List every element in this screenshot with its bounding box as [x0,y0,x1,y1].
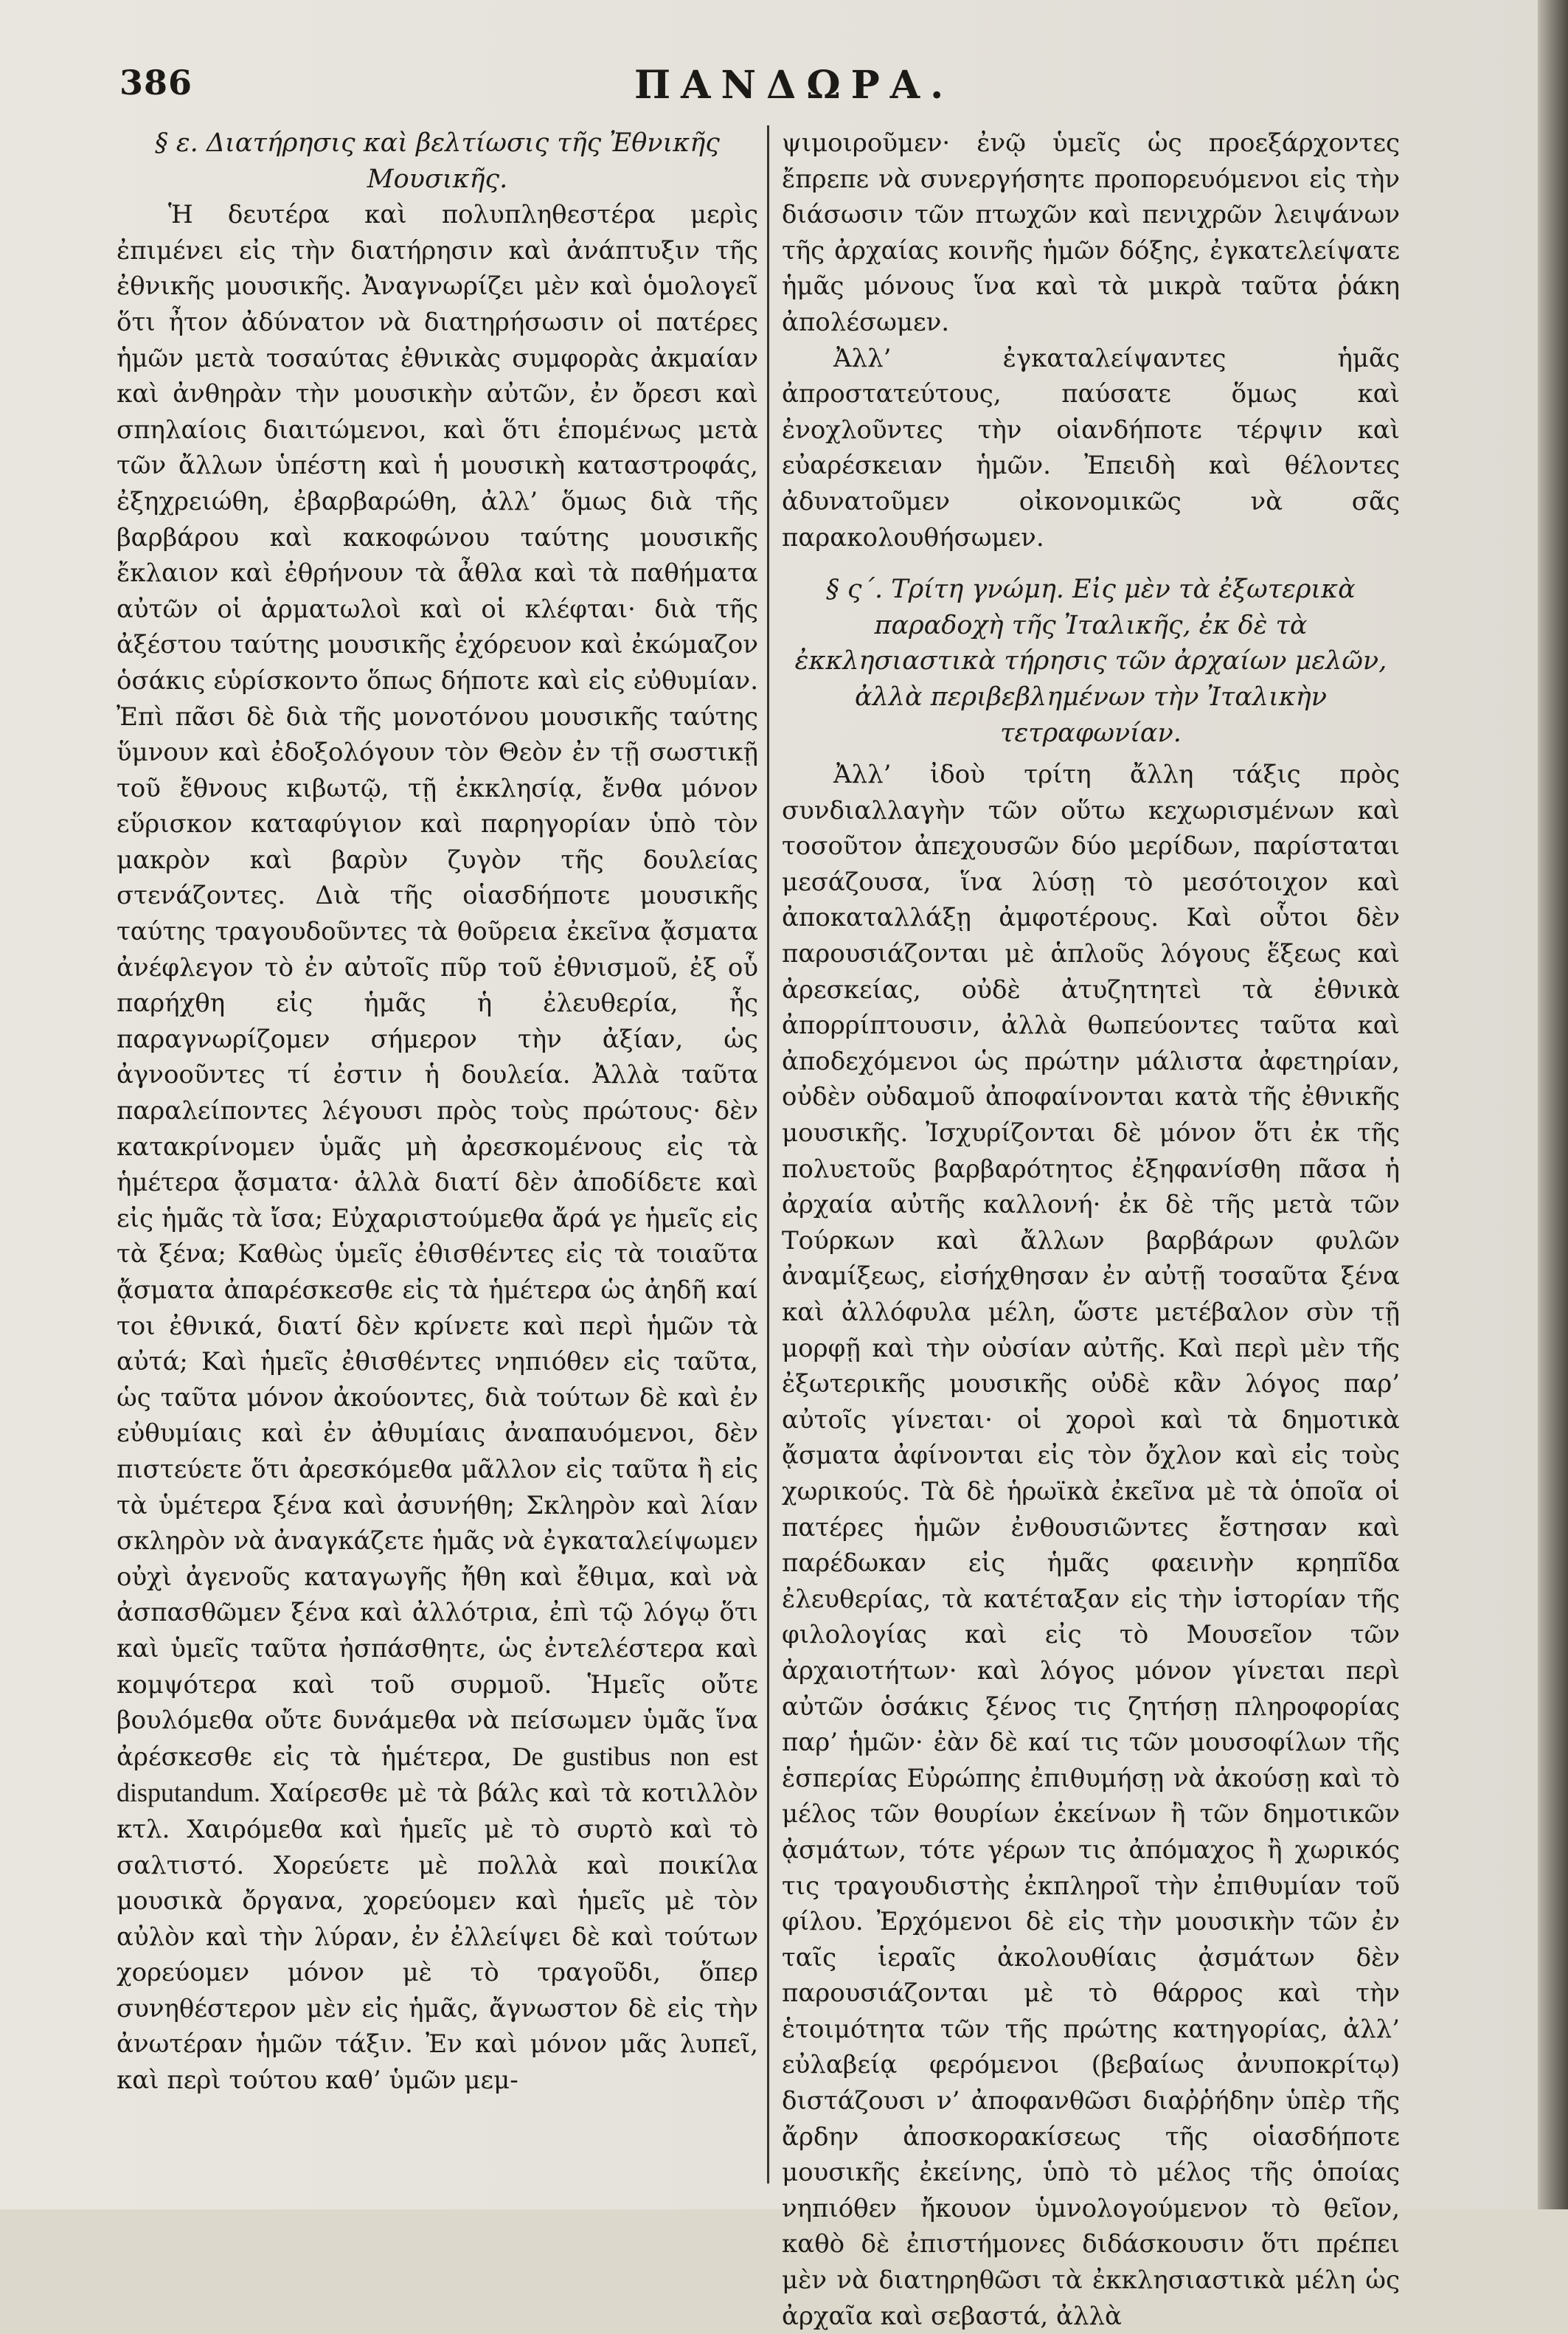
page-edge [1538,0,1568,2209]
paragraph-text-end: Χαίρεσθε μὲ τὰ βάλς καὶ τὰ κοτιλλὸν κτλ. Χαιρόμεθα καὶ ἡμεῖς μὲ τὸ συρτὸ καὶ τὸ σαλτιστό. Χορεύετε μὲ πολλὰ καὶ ποικίλα μουσικὰ ὄργανα, χορεύομεν καὶ ἡμεῖς μὲ τὸν αὐλὸν καὶ τὴν λύραν, ἐν ἐλλείψει δὲ καὶ τούτων χορεύομεν μόνον μὲ τὸ τραγοῦδι, ὅπερ συνηθέστερον μὲν εἰς ἡμᾶς, ἄγνωστον δὲ εἰς τὴν ἀνωτέραν ἡμῶν τάξιν. Ἐν καὶ μόνον μᾶς λυπεῖ, καὶ περὶ τούτου καθ’ ὑμῶν μεμ- [117,1779,759,2096]
body-paragraph: Ἀλλ’ ἐγκαταλείψαντες ἡμᾶς ἀπροστατεύτους, παύσατε ὅμως καὶ ἐνοχλοῦντες τὴν οἱανδήποτε τέρψιν καὶ εὐαρέσκειαν ἡμῶν. Ἐπειδὴ καὶ θέλοντες ἀδυνατοῦμεν οἰκονομικῶς νὰ σᾶς παρακολουθήσωμεν. [782,343,1400,553]
column-divider [767,125,769,2184]
body-paragraph: Ἀλλ’ ἰδοὺ τρίτη ἄλλη τάξις πρὸς συνδιαλλαγὴν τῶν οὕτω κεχωρισμένων καὶ τοσοῦτον ἀπεχουσῶν δύο μερίδων, παρίσταται μεσάζουσα, ἵνα λύσῃ τὸ μεσότοιχον καὶ ἀποκαταλλάξῃ ἀμφοτέρους. Καὶ οὗτοι δὲν παρουσιάζονται μὲ ἁπλοῦς λόγους ἕξεως καὶ ἀρεσκείας, οὐδὲ ἀτυζητητεὶ τὰ ἐθνικὰ ἀπορρίπτουσιν, ἀλλὰ θωπεύοντες ταῦτα καὶ ἀποδεχόμενοι ὡς πρώτην μάλιστα ἀφετηρίαν, οὐδὲν οὐδαμοῦ ἀποφαίνονται κατὰ τῆς ἐθνικῆς μουσικῆς. Ἰσχυρίζονται δὲ μόνον ὅτι ἐκ τῆς πολυετοῦς βαρβαρότητος ἐξηφανίσθη πᾶσα ἡ ἀρχαία αὐτῆς καλλονή· ἐκ δὲ τῆς μετὰ τῶν Τούρκων καὶ ἄλλων βαρβάρων φυλῶν ἀναμίξεως, εἰσήχθησαν ἐν αὐτῇ τοσαῦτα ξένα καὶ ἀλλόφυλα μέλη, ὥστε μετέβαλον σὺν τῇ μορφῇ καὶ τὴν οὐσίαν αὐτῆς. Καὶ περὶ μὲν τῆς ἐξωτερικῆς μουσικῆς οὐδὲ κἂν λόγος παρ’ αὐτοῖς γίνεται· οἱ χοροὶ καὶ τὰ δημοτικὰ ᾄσματα ἀφίνονται εἰς τὸν ὄχλον καὶ εἰς τοὺς χωρικούς. Τὰ δὲ ἡρωϊκὰ ἐκεῖνα μὲ τὰ ὁποῖα οἱ πατέρες ἡμῶν ἐνθουσιῶντες ἔστησαν καὶ παρέδωκαν εἰς ἡμᾶς φαεινὴν κρηπῖδα ἐλευθερίας, τὰ κατέταξαν εἰς τὴν ἱστορίαν τῆς φιλολογίας καὶ εἰς τὸ Μουσεῖον τῶν ἀρχαιοτήτων· καὶ λόγος μόνον γίνεται περὶ αὐτῶν ὁσάκις ξένος τις ζητήσῃ πληροφορίας παρ’ ἡμῶν· ἐὰν δὲ καί τις τῶν μουσοφίλων τῆς ἑσπερίας Εὐρώπης ἐπιθυμήσῃ νὰ ἀκούσῃ καὶ τὸ μέλος τῶν θουρίων ἐκείνων ἢ τῶν δημοτικῶν ᾀσμάτων, τότε γέρων τις ἀπόμαχος ἢ χωρικός τις τραγουδιστὴς ἐκπληροῖ τὴν ἐπιθυμίαν τοῦ φίλου. Ἐρχόμενοι δὲ εἰς τὴν μουσικὴν τῶν ἐν ταῖς ἱεραῖς ἀκολουθίαις ᾀσμάτων δὲν παρουσιάζονται μὲ τὸ θάρρος καὶ τὴν ἑτοιμότητα τῶν τῆς πρώτης κατηγορίας, ἀλλ’ εὐλαβείᾳ φερόμενοι (βεβαίως ἀνυποκρίτῳ) διστάζουσι ν’ ἀποφανθῶσι διαῤῥήδην ὑπὲρ τῆς ἄρδην ἀποσκορακίσεως τῆς οἱασδήποτε μουσικῆς ἐκείνης, ὑπὸ τὸ μέλος τῆς ὁποίας νηπιόθεν ἤκουον ὑμνολογούμενον τὸ θεῖον, καθὸ δὲ ἐπιστήμονες διδάσκουσιν ὅτι πρέπει μὲν νὰ διατηρηθῶσι τὰ ἐκκλησιαστικὰ μέλη ὡς ἀρχαῖα καὶ σεβαστά, ἀλλὰ [782,760,1400,2331]
right-column [782,125,1400,2334]
section-heading-6: § ς΄. Τρίτη γνώμη. Εἰς μὲν τὰ ἐξωτερικὰ παραδοχὴ τῆς Ἰταλικῆς, ἐκ δὲ τὰ ἐκκλησιαστικὰ τήρησις τῶν ἀρχαίων μελῶν, ἀλλὰ περιβεβλημένων τὴν Ἰταλικὴν τετραφωνίαν. [794,575,1387,748]
left-column [117,125,758,2099]
body-paragraph [117,197,758,2098]
paragraph-continuation: ψιμοιροῦμεν· ἐνῷ ὑμεῖς ὡς προεξάρχοντες ἔπρεπε νὰ συνεργήσητε προπορευόμενοι εἰς τὴν διάσωσιν τῶν πτωχῶν καὶ πενιχρῶν λειψάνων τῆς ἀρχαίας κοινῆς ἡμῶν δόξης, ἐγκατελείψατε ἡμᾶς μόνους ἵνα καὶ τὰ μικρὰ ταῦτα ῥάκη ἀπολέσωμεν. [782,128,1400,337]
latin-phrase: De gustibus non est disputandum. [117,1741,758,1808]
page-header [0,63,1538,122]
section-heading-5: § ε. Διατήρησις καὶ βελτίωσις τῆς Ἐθνικῆς Μουσικῆς. [155,128,720,194]
paragraph-text: Ἡ δευτέρα καὶ πολυπληθεστέρα μερὶς ἐπιμένει εἰς τὴν διατήρησιν καὶ ἀνάπτυξιν τῆς ἐθνικῆς μουσικῆς. Ἀναγνωρίζει μὲν καὶ ὁμολογεῖ ὅτι ἦτον ἀδύνατον νὰ διατηρήσωσιν οἱ πατέρες ἡμῶν μετὰ τοσαύτας ἐθνικὰς συμφορὰς ἀκμαίαν καὶ ἀνθηρὰν τὴν μουσικὴν αὐτῶν, ἐν ὄρεσι καὶ σπηλαίοις διαιτώμενοι, καὶ ὅτι ἑπομένως μετὰ τῶν ἄλλων ὑπέστη καὶ ἡ μουσικὴ καταστροφάς, ἐξηχρειώθη, ἐβαρβαρώθη, ἀλλ’ ὅμως διὰ τῆς βαρβάρου καὶ κακοφώνου ταύτης μουσικῆς ἔκλαιον καὶ ἐθρήνουν τὰ ἆθλα καὶ τὰ παθήματα αὐτῶν οἱ ἁρματωλοὶ καὶ οἱ κλέφται· διὰ τῆς ἀξέστου ταύτης μουσικῆς ἐχόρευον καὶ ἐκώμαζον ὁσάκις εὑρίσκοντο ὅπως δήποτε καὶ εἰς εὐθυμίαν. Ἐπὶ πᾶσι δὲ διὰ τῆς μονοτόνου μουσικῆς ταύτης ὕμνουν καὶ ἐδοξολόγουν τὸν Θεὸν ἐν τῇ σωστικῇ τοῦ ἔθνους κιβωτῷ, τῇ ἐκκλησίᾳ, ἔνθα μόνον εὕρισκον καταφύγιον καὶ παρηγορίαν ὑπὸ τὸν μακρὸν καὶ βαρὺν ζυγὸν τῆς δουλείας στενάζοντες. Διὰ τῆς οἱασδήποτε μουσικῆς ταύτης τραγουδοῦντες τὰ θοῦρεια ἐκεῖνα ᾄσματα ἀνέφλεγον τὸ ἐν αὐτοῖς πῦρ τοῦ ἐθνισμοῦ, ἐξ οὗ παρήχθη εἰς ἡμᾶς ἡ ἐλευθερία, ἧς παραγνωρίζομεν σήμερον τὴν ἀξίαν, ὡς ἀγνοοῦντες τί ἐστιν ἡ δουλεία. Ἀλλὰ ταῦτα παραλείποντες λέγουσι πρὸς τοὺς πρώτους· δὲν κατακρίνομεν ὑμᾶς μὴ ἀρεσκομένους εἰς τὰ ἡμέτερα ᾄσματα· ἀλλὰ διατί δὲν ἀποδίδετε καὶ εἰς ἡμᾶς τὰ ἴσα; Εὐχαριστούμεθα ἄρά γε ἡμεῖς εἰς τὰ ξένα; Καθὼς ὑμεῖς ἐθισθέντες εἰς τὰ τοιαῦτα ᾄσματα ἀπαρέσκεσθε εἰς τὰ ἡμέτερα ὡς ἀηδῆ καί τοι ἐθνικά, διατί δὲν κρίνετε καὶ περὶ ἡμῶν τὰ αὐτά; Καὶ ἡμεῖς ἐθισθέντες νηπιόθεν εἰς ταῦτα, ὡς ταῦτα μόνον ἀκούοντες, διὰ τούτων δὲ καὶ ἐν εὐθυμίαις καὶ ἐν ἀθυμίαις ἀναπαυόμενοι, δὲν πιστεύετε ὅτι ἀρεσκόμεθα μᾶλλον εἰς ταῦτα ἢ εἰς τὰ ὑμέτερα ξένα καὶ ἀσυνήθη; Σκληρὸν καὶ λίαν σκληρὸν νὰ ἀναγκάζετε ἡμᾶς νὰ ἐγκαταλείψωμεν οὐχὶ ἀγενοῦς καταγωγῆς ἤθη καὶ ἔθιμα, καὶ νὰ ἀσπασθῶμεν ξένα καὶ ἀλλότρια, ἐπὶ τῷ λόγῳ ὅτι καὶ ὑμεῖς ταῦτα ἠσπάσθητε, ὡς ἐντελέστερα καὶ κομψότερα καὶ τοῦ συρμοῦ. Ἡμεῖς οὔτε βουλόμεθα οὔτε δυνάμεθα νὰ πείσωμεν ὑμᾶς ἵνα ἀρέσκεσθε εἰς τὰ ἡμέτερα, [117,200,758,1772]
running-title: ΠΑΝΔΩΡΑ. [634,63,954,108]
page-number: 386 [119,63,193,103]
